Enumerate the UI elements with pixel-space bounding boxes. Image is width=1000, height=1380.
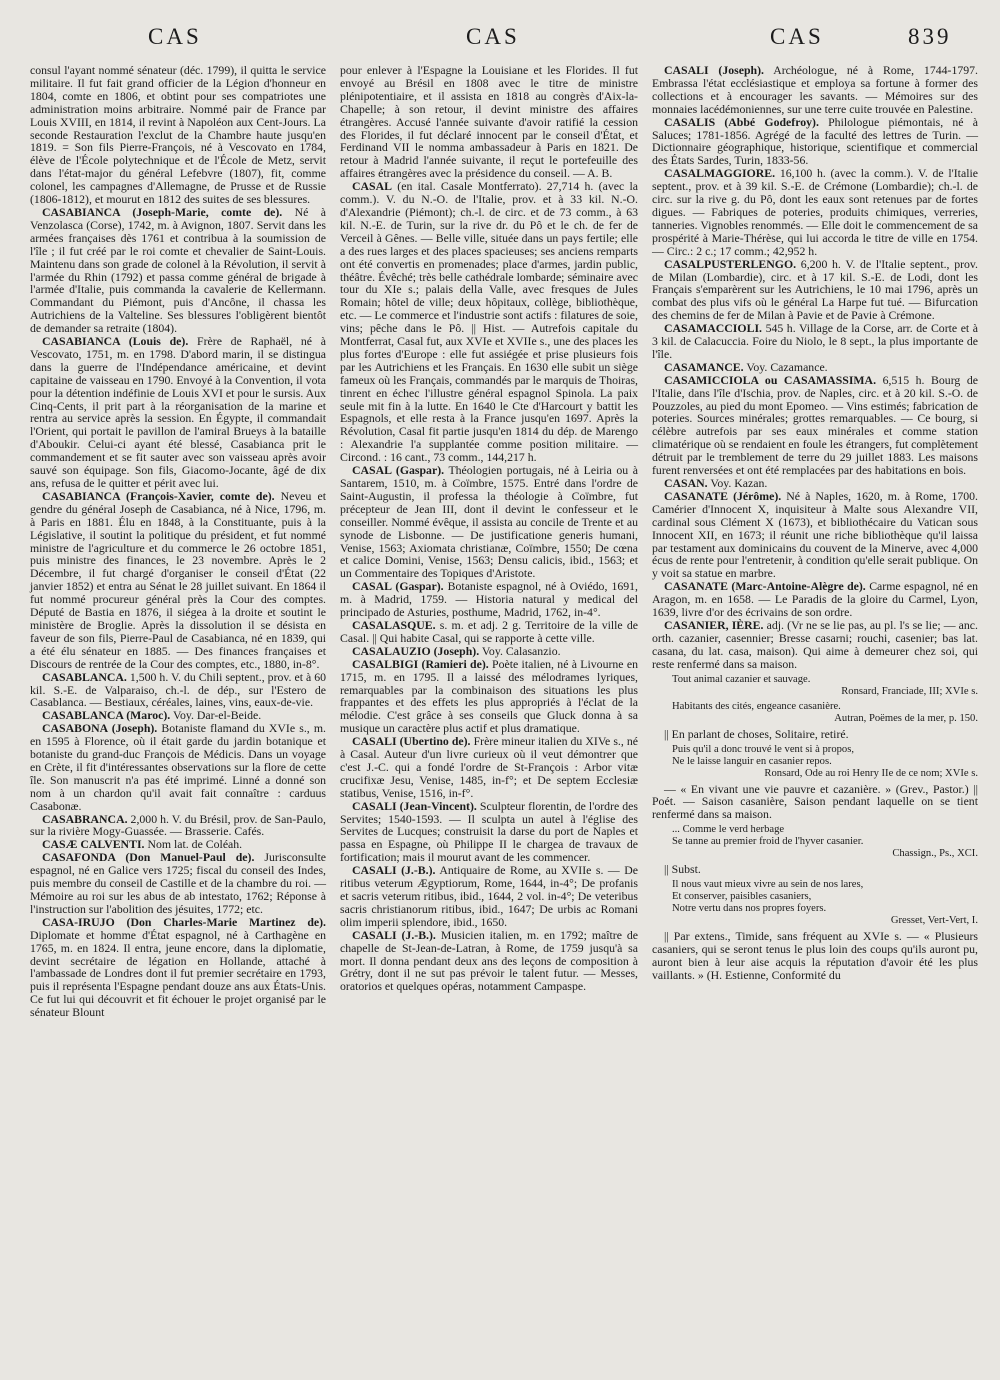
citation-quote	[672, 824, 978, 860]
dictionary-entry	[652, 167, 978, 257]
quote-source: Ronsard, Franciade, III; XVIe s.	[841, 685, 978, 697]
running-head-left: CAS	[148, 24, 202, 49]
entry-body: Philologue piémontais, né à Saluces; 1781-1856. Agrégé de la faculté des lettres de Turin. — Dictionnaire géographique, historique, scientifique et commercial des États Sardes, Turin, 1833-56.	[652, 114, 979, 168]
quote-line: Notre vertu dans nos propres foyers.	[672, 903, 827, 915]
entry-body: 16,100 h. (avec la comm.). V. de l'Italie septent., prov. et à 39 kil. S.-E. de Crémone (Lombardie); ch.-l. de circ. sur la rive g. du Pô, dont les eaux sont retenues par de fortes digues. — Fabriques de poteries, produits chimiques, verreries, tanneries. Vignobles renommés. — Elle doit le commencement de sa prospérité à Marie-Thérèse, qui lui accorda le titre de ville en 1754. — Circ.: 2 c.; 17 comm.; 42,952 h.	[652, 166, 978, 258]
entry-headword: CASABIANCA (Joseph-Marie, comte de).	[42, 204, 283, 219]
entry-headword: CASAMICCIOLA ou CASAMASSIMA.	[664, 372, 877, 387]
quote-line: Il nous vaut mieux vivre au sein de nos lares,	[672, 879, 864, 891]
quote-source: Chassign., Ps., XCI.	[892, 848, 978, 860]
entry-body: Né à Naples, 1620, m. à Rome, 1700. Camérier d'Innocent X, inquisiteur à Malte sous Alexandre VII, cardinal sous Clément X (1673), et bibliothécaire du Vatican sous Innocent XII, en 1673; il réunit une riche bibliothèque qu'il laissa par testament aux dominicains du couvent de la Minerve, avec 4,000 écus de rente pour l'entretenir, à condition qu'elle serait publique. On y voit sa statue en marbre.	[652, 488, 978, 581]
entry-headword: CASALMAGGIORE.	[664, 166, 776, 181]
entry-body: 6,200 h. V. de l'Italie septent., prov. de Milan (Lombardie), circ. et à 17 kil. S.-E. de Lodi, dont les Français s'emparèrent sur les Autrichiens, le 10 mai 1796, après un combat des plus vifs où le général La Harpe fut tué. — Bifurcation des chemins de fer de Milan à Pavie et de Pavie à Crémone.	[652, 256, 978, 323]
entry-body: Né à Venzolasca (Corse), 1742, m. à Avignon, 1807. Servit dans les armées françaises dès 1761 et contribua à la soumission de l'île ; il fut créé par le roi comte et chevalier de Saint-Louis. Maintenu dans son grade de colonel à la Révolution, il servit à l'armée du Rhin (1792) et passa comme général de brigade à l'armée d'Italie, puis commanda la cavalerie de Kellermann. Commandant du Piémont, puis d'Ancône, il chassa les Autrichiens de la Valteline. Ses blessures l'obligèrent bientôt de demander sa retraite (1804).	[30, 204, 326, 336]
entry-body: Voy. Calasanzio.	[481, 643, 561, 658]
entry-body: Carme espagnol, né en Aragon, m. en 1658. — Le Paradis de la gloire du Carmel, Lyon, 1639, livre d'or des écrivains de son ordre.	[652, 579, 979, 620]
entry-body: 545 h. Village de la Corse, arr. de Corte et à 3 kil. de Calacuccia. Foire du Niolo, le 8 sept., la plus importante de l'île.	[652, 321, 978, 361]
running-head-right: CAS	[770, 24, 824, 49]
entry-body: Voy. Cazamance.	[746, 359, 828, 374]
entry-body: adj. (Vr ne se lie pas, au pl. l's se lie; — anc. orth. cazanier, casennier; Bresse casarni; rouchi, casenier; bas lat. casana, du lat. casa, maison). Qui aime à demeurer chez soi, qui reste renfermé dans sa maison.	[652, 617, 978, 671]
entry-text	[340, 64, 638, 180]
entry-headword: CASALASQUE.	[352, 617, 436, 632]
entry-headword: CASABRANCA.	[42, 811, 128, 826]
dictionary-entry	[652, 619, 978, 671]
entry-headword: CASALI (J.-B.).	[352, 927, 436, 942]
dictionary-entry	[30, 916, 326, 1019]
page-header	[0, 0, 1000, 62]
entry-headword: CASAMANCE.	[664, 359, 744, 374]
entry-body: Frère de Raphaël, né à Vescovato, 1751, m. en 1798. D'abord marin, il se distingua dans la guerre de l'Indépendance américaine, et devint capitaine de vaisseau en 1790. Envoyé à la Convention, il vota pour la détention indéfinie de Louis XVI et pour le sursis. Aux Cinq-Cents, il prit part à la réorganisation de la marine et rentra au service après la session. En Égypte, il commandait l'Orient, qui portait le pavillon de l'amiral Brueys à la bataille d'Aboukir. Celui-ci ayant été blessé, Casabianca prit le commandement et se fit sauter avec son vaisseau après avoir sauvé son équipage. Son fils, Giacomo-Jocante, âgé de dix ans, refusa de le quitter et périt avec lui.	[30, 334, 327, 490]
dictionary-entry	[340, 864, 638, 929]
entry-body: 1,500 h. V. du Chili septent., prov. et à 60 kil. S.-E. de Valparaiso, ch.-l. de dép., sur l'Estero de Casablanca. — Bestiaux, céréales, laines, vins, eaux-de-vie.	[30, 669, 327, 710]
dictionary-entry	[340, 580, 638, 619]
entry-headword: CASALBIGI (Ramieri de).	[352, 656, 489, 671]
dictionary-entry	[652, 490, 978, 580]
entry-headword: CASA-IRUJO (Don Charles-Marie Martinez de).	[42, 914, 326, 929]
entry-body: Sculpteur florentin, de l'ordre des Servites; 1540-1593. — Il sculpta un autel à l'église des Servites de Lucques; construisit la darse du port de Naples et passa en Espagne, où Philippe II le chargea de travaux de fortification; mais il mourut avant de les commencer.	[340, 798, 638, 865]
entry-headword: CASALI (Ubertino de).	[352, 734, 471, 749]
entry-body: || En parlant de choses, Solitaire, retiré.	[664, 726, 849, 741]
entry-body: || Par extens., Timide, sans fréquent au XVIe s. — « Plusieurs casaniers, qui se seront tenus le plus loin des coups qu'ils auront pu, auront bien à leur aise acquis la réputation d'avoir été les plus vaillants. » (H. Estienne, Conformité du	[652, 929, 978, 982]
dictionary-entry	[652, 322, 978, 361]
entry-body: (en ital. Casale Montferrato). 27,714 h. (avec la comm.). V. du N.-O. de l'Italie, prov. et à 33 kil. N.-O. d'Alexandrie (Piémont); ch.-l. de circ. et de 73 comm., à 63 kil. N.-E. de Turin, sur la rive dr. du Pô et le ch. de fer de Verceil à Gênes. — Belle ville, située dans un pays fertile; elle a des rues larges et des places spacieuses; ses anciens remparts ont été convertis en promenades; place d'armes, jardin public, théâtre. Évêché; très belle cathédrale lombarde; séminaire avec tour du XIe s.; palais della Valle, avec fresques de Jules Romain; hôtel de ville; deux hôpitaux, collège, bibliothèque, etc. — Le commerce et l'industrie sont actifs : filatures de soie, vins; pêche dans le Pô. || Hist. — Autrefois capitale du Montferrat, Casal fut, aux XVIe et XVIIe s., une des places les plus fortes d'Europe : elle fut assiégée et prise plusieurs fois par les Autrichiens et les Français. En 1630 elle subit un siège fameux où les Français, commandés par le marquis de Thoiras, tinrent en échec l'illustre général espagnol Spinola. La paix seule mit fin à la lutte. En 1640 le Cte d'Harcourt y battit les Espagnols, et elle resta à la France jusqu'en 1697. Après la Révolution, Casal fit partie jusqu'en 1814 du dép. de Marengo : Alexandrie l'a supplantée comme position militaire. — Circond. : 16 cant., 73 comm., 144,217 h.	[340, 179, 638, 465]
entry-body: 6,515 h. Bourg de l'Italie, dans l'île d'Ischia, prov. de Naples, circ. et à 20 kil. S.-O. de Pouzzoles, au pied du mont Epomeo. — Vins estimés; fabrication de poteries. Sources minérales; grottes remarquables. — Ce bourg, si célèbre autrefois par ses eaux minérales et comme station climatérique où se rendaient en foule les étrangers, fut complètement détruit par le tremblement de terre du 29 juillet 1883. Les maisons furent renversées et ont été remplacées par des habitations en bois.	[652, 372, 978, 478]
dictionary-entry	[340, 180, 638, 464]
quote-source: Autran, Poëmes de la mer, p. 150.	[834, 712, 978, 724]
entry-body: Archéologue, né à Rome, 1744-1797. Embrassa l'état ecclésiastique et employa sa fortune à former des collections et à encourager les savants. — Mémoires sur des monnaies lacédémoniennes, sur une terre cuite trouvée en Palestine.	[652, 63, 978, 116]
entry-headword: CASAL (Gaspar).	[352, 579, 444, 594]
dictionary-entry	[30, 671, 326, 710]
dictionary-entry	[340, 800, 638, 865]
quote-line: Habitants des cités, engeance casanière.	[672, 700, 841, 712]
entry-body: Voy. Dar-el-Beide.	[172, 708, 262, 723]
dictionary-entry	[30, 490, 326, 671]
dictionary-entry	[652, 374, 978, 477]
column-left	[30, 64, 326, 1019]
entry-headword: CASAMACCIOLI.	[664, 321, 762, 336]
dictionary-entry	[340, 929, 638, 994]
quote-source: Ronsard, Ode au roi Henry IIe de ce nom; XVIe s.	[764, 767, 978, 779]
entry-headword: CASALI (Jean-Vincent).	[352, 798, 477, 813]
entry-headword: CASABIANCA (Louis de).	[42, 334, 189, 349]
entry-text	[652, 863, 978, 876]
entry-body: Musicien italien, m. en 1792; maître de chapelle de St-Jean-de-Latran, à Rome, de 1759 jusqu'à sa mort. Il donna pendant deux ans des leçons de composition à Grétry, dont il ne sut pas prévoir le talent futur. — Messes, oratorios et quelques opéras, notamment Campaspe.	[340, 927, 638, 994]
entry-headword: CASÆ CALVENTI.	[42, 837, 145, 852]
entry-headword: CASANATE (Marc-Antoine-Alègre de).	[664, 579, 866, 594]
dictionary-entry	[30, 813, 326, 839]
entry-body: Botaniste espagnol, né à Oviédo, 1691, m. à Madrid, 1759. — Historia natural y medical del principado de Asturies, posthume, Madrid, 1762, in-4°.	[340, 579, 639, 620]
entry-headword: CASAFONDA (Don Manuel-Paul de).	[42, 850, 255, 865]
entry-body: — « En vivant une vie pauvre et cazanière. » (Grev., Pastor.) || Poét. — Saison casanière, Saison pendant laquelle on se tient renfermé dans sa maison.	[652, 781, 978, 822]
quote-line: Tout animal cazanier et sauvage.	[672, 673, 811, 685]
quote-line: Se tanne au premier froid de l'hyver casanier.	[672, 836, 864, 848]
entry-headword: CASABIANCA (François-Xavier, comte de).	[42, 488, 275, 503]
entry-body: Botaniste flamand du XVIe s., m. en 1595 à Florence, où il était garde du jardin botanique et botaniste du grand-duc François de Médicis. Dans un voyage en Crète, il fit d'intéressantes observations sur la flore de cette île. Son manuscrit n'a pas été imprimé. Linné a donné son nom à un chardon qu'il avait fait connaître : carduus Casabonæ.	[30, 721, 326, 813]
column-middle	[340, 64, 638, 993]
entry-headword: CASABLANCA.	[42, 669, 127, 684]
entry-headword: CASALI (Joseph).	[664, 63, 764, 77]
entry-headword: CASAL	[352, 179, 392, 194]
dictionary-entry	[30, 206, 326, 335]
entry-headword: CASALPUSTERLENGO.	[664, 256, 797, 271]
dictionary-entry	[340, 658, 638, 735]
citation-quote	[672, 879, 978, 927]
entry-body: Voy. Kazan.	[710, 476, 768, 490]
entry-text	[30, 64, 326, 206]
entry-headword: CASALIS (Abbé Godefroy).	[664, 114, 819, 129]
dictionary-entry	[340, 464, 638, 580]
entry-body: s. m. et adj. 2 g. Territoire de la ville de Casal. || Qui habite Casal, qui se rapporte à cette ville.	[340, 617, 638, 645]
entry-body: || Subst.	[664, 862, 701, 877]
dictionary-entry	[30, 335, 326, 490]
dictionary-entry	[652, 258, 978, 323]
dictionary-entry	[652, 116, 978, 168]
dictionary-entry	[340, 619, 638, 645]
entry-headword: CASANIER, IÈRE.	[664, 617, 764, 632]
entry-text	[652, 783, 978, 822]
citation-quote	[672, 701, 978, 725]
entry-body: Théologien portugais, né à Leiria ou à Santarem, 1510, m. à Coïmbre, 1575. Entré dans l'ordre de Saint-Augustin, il professa la théologie à Coïmbre, fut précepteur de Jean III, dont il devint le confesseur et le conseiller. Nommé évêque, il assista au concile de Trente et au synode de Lisbonne. — De justificatione generis humani, Venise, 1563; Axiomata christianæ, Coïmbre, 1550; De cœna et calice Domini, Venise, 1563; Densu calicis, ibid., 1563; et un Commentaire des Topiques d'Aristote.	[340, 463, 638, 581]
page-number: 839	[908, 24, 952, 49]
entry-headword: CASANATE (Jérôme).	[664, 488, 782, 503]
entry-text	[652, 930, 978, 982]
quote-line: Puis qu'il a donc trouvé le vent si à propos,	[672, 743, 854, 755]
entry-body: Poète italien, né à Livourne en 1715, m. en 1795. Il a laissé des mélodrames lyriques, remarquables par la combinaison des situations les plus frappantes et des effets les plus appropriés à l'éclat de la mélodie. C'est grâce à ses conseils que Gluck donna à sa musique un caractère plus actif et plus dramatique.	[340, 656, 638, 736]
entry-body: Jurisconsulte espagnol, né en Galice vers 1725; fiscal du conseil des Indes, puis membre du conseil de Castille et de la chambre du roi. — Mémoire au roi sur les abus de ab intestato, 1762; Réponse à l'instruction sur l'abolition des jésuites, 1772; etc.	[30, 850, 326, 916]
entry-body: Diplomate et homme d'État espagnol, né à Carthagène en 1765, m. en 1824. Il entra, jeune encore, dans la diplomatie, devint secrétaire de légation en Hollande, attaché à l'ambassade de Londres dont il fut premier secrétaire en 1793, puis il représenta l'Espagne pendant douze ans aux États-Unis. Ce fut lui qui découvrit et fit échouer le projet organisé par le sénateur Blount	[30, 927, 326, 1020]
dictionary-entry	[30, 722, 326, 812]
dictionary-entry	[30, 851, 326, 916]
entry-headword: CASABONA (Joseph).	[42, 721, 158, 736]
entry-body: consul l'ayant nommé sénateur (déc. 1799), il quitta le service militaire. Il fut fait grand officier de la Légion d'honneur en 1804, comte en 1806, et obtint pour ses compatriotes une administration moins arbitraire. Nommé pair de France par Louis XVIII, en 1814, il revint à Napoléon aux Cent-Jours. La seconde Restauration l'exclut de la Chambre haute jusqu'en 1819. = Son fils Pierre-François, né à Vescovato en 1784, élève de l'École polytechnique et de l'École de Metz, servit dans l'état-major du général Lefebvre (1807), fit, comme colonel, les campagnes d'Allemagne, de Prusse et de Russie (1806-1812), et mourut en 1812 des suites de ses blessures.	[30, 63, 326, 207]
quote-line: Ne le laisse languir en casanier repos.	[672, 755, 832, 767]
entry-body: Nom lat. de Coléah.	[147, 837, 243, 852]
entry-headword: CASALAUZIO (Joseph).	[352, 643, 480, 658]
entry-headword: CASAL (Gaspar).	[352, 463, 445, 478]
quote-line: ... Comme le verd herbage	[672, 824, 785, 836]
entry-body: 2,000 h. V. du Brésil, prov. de San-Paulo, sur la rivière Mogy-Guassée. — Brasserie. Cafés.	[30, 811, 326, 839]
entry-body: Frère mineur italien du XIVe s., né à Casal. Auteur d'un livre curieux où il veut démontrer que c'est J.-C. qui a fondé l'ordre de St-François : Arbor vitæ crucifixæ Jesu, Venise, 1485, in-f°; et De septem Ecclesiæ statibus, Venise, 1516, in-f°.	[340, 734, 638, 800]
running-head-center: CAS	[466, 24, 520, 49]
entry-text	[652, 728, 978, 741]
column-right	[652, 64, 978, 982]
quote-line: Et conserver, paisibles casaniers,	[672, 891, 812, 903]
dictionary-entry	[652, 580, 978, 619]
dictionary-entry	[340, 735, 638, 800]
entry-body: pour enlever à l'Espagne la Louisiane et les Florides. Il fut envoyé au Brésil en 1808 avec le titre de ministre plénipotentiaire, et il assista en 1818 au congrès d'Aix-la-Chapelle; à son retour, il devint ministre des affaires étrangères. Accusé l'année suivante d'avoir ratifié la cession des Florides, il fut déclaré innocent par le conseil d'État, et Ferdinand VII le nomma ambassadeur à Paris en 1821. De retour à Madrid l'année suivante, il reçut le portefeuille des affaires étrangères avec la présidence du conseil. — A. B.	[340, 63, 638, 181]
entry-body: Neveu et gendre du général Joseph de Casabianca, né à Nice, 1796, m. à Paris en 1881. Élu en 1848, à la Constituante, puis à la Législative, il soutint la politique du président, et fut nommé ministre de l'agriculture et du commerce le 26 octobre 1851, puis ministre des finances, le 23 novembre. Après le 2 Décembre, il fut chargé d'organiser le conseil d'État (22 janvier 1852) et entra au Sénat le 28 juillet suivant. En 1864 il fut nommé procureur général près la Cour des comptes. Député de Bastia en 1876, il siégea à la droite et soutint le ministère de Broglie. Après la dissolution il se désista en faveur de son fils, Pierre-Paul de Casabianca, né en 1839, qui a été élu sénateur en 1885. — Des finances françaises et Discours de rentrée de la Cour des comptes, etc., 1880, in-8°.	[30, 488, 326, 671]
entry-headword: CASABLANCA (Maroc).	[42, 708, 171, 723]
citation-quote	[672, 744, 978, 780]
quote-source: Gresset, Vert-Vert, I.	[890, 915, 978, 927]
citation-quote	[672, 674, 978, 698]
dictionary-entry	[652, 64, 978, 116]
entry-headword: CASALI (J.-B.).	[352, 863, 436, 878]
entry-body: Antiquaire de Rome, au XVIIe s. — De ritibus veterum Ægyptiorum, Rome, 1644, in-4°; De profanis et sacris veterum ritibus, ibid., 1644, 2 vol. in-4°; De veteribus sacris christianorum ritibus, ibid., 1647; De urbis ac Romani olim imperii splendore, ibid., 1650.	[340, 863, 638, 929]
entry-headword: CASAN.	[664, 476, 708, 490]
